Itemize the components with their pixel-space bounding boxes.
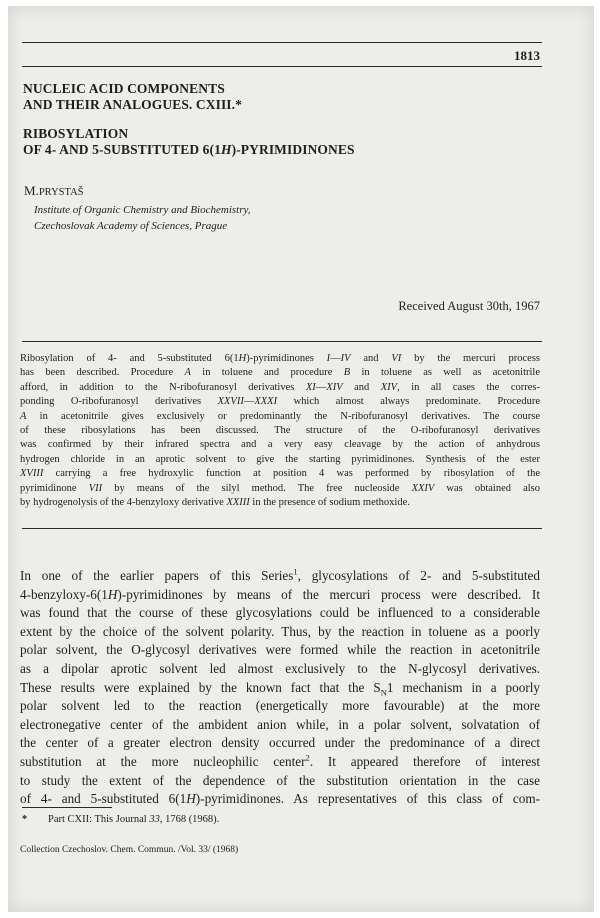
affiliation-line-2: Czechoslovak Academy of Sciences, Prague	[34, 219, 228, 232]
body-line: electronegative center of the ambident anion while, in a polar solvent, solvatation of	[20, 716, 540, 732]
abstract-line: A in acetonitrile gives exclusively or predominantly the N-ribofuranosyl derivatives. The course	[20, 410, 540, 422]
author-surname: PRYSTAŠ	[38, 187, 84, 198]
abstract-line: hydrogen chloride in an aprotic solvent to give the starting pyrimidinones. Synthesis of the ester	[20, 453, 540, 465]
body-text	[20, 567, 540, 809]
footnote-text: Part CXII: This Journal 33, 1768 (1968).	[48, 814, 220, 825]
abstract-line: Ribosylation of 4- and 5-substituted 6(1H)-pyrimidinones I—IV and VI by the mercuri process	[20, 353, 540, 364]
body-line: was found that the course of these glycosylations could be influenced to a considerable	[20, 605, 540, 621]
abstract-bottom-rule	[22, 528, 542, 529]
abstract	[20, 352, 540, 510]
abstract-line: by hydrogenolysis of the 4-benzyloxy derivative XXIII in the presence of sodium methoxide.	[20, 497, 410, 509]
body-line: the center of a greater electron density occurred under the predominance of a direct	[20, 735, 540, 751]
body-line: polar solvent, the O-glycosyl derivatives were formed while the reaction in acetonitrile	[20, 642, 540, 658]
body-line: substitution at the more nucleophilic center$^2$. It appeared therefore of interest	[20, 752, 541, 769]
body-line: 4-benzyloxy-6(1H)-pyrimidinones by means of the mercuri process were described. It	[20, 586, 540, 602]
footnote-rule	[22, 807, 112, 808]
page-number: 1813	[514, 48, 540, 63]
title-line-1: NUCLEIC ACID COMPONENTS	[23, 81, 225, 96]
header-rule-lower	[22, 66, 542, 67]
abstract-line: was confirmed by their infrared spectra and a very easy cleavage by the action of anhydrous	[20, 439, 540, 451]
author-initial: M.	[24, 183, 39, 198]
title-line-3: RIBOSYLATION	[23, 126, 129, 141]
article-subtitle	[23, 126, 543, 158]
abstract-line: of these ribosylations has been discussed. The structure of the O-ribofuranosyl derivatives	[20, 425, 540, 437]
footnote-mark: *	[22, 814, 28, 825]
body-line: In one of the earlier papers of this Series$^1$, glycosylations of 2- and 5-substituted	[20, 566, 540, 583]
author-affiliation	[34, 203, 534, 234]
author-name	[24, 183, 84, 199]
journal-reference: Collection Czechoslov. Chem. Commun. /Vol. 33/ (1968)	[20, 845, 239, 855]
abstract-line: ponding O-ribofuranosyl derivatives XXVII—XXXI which almost always predominate. Procedure	[20, 396, 540, 408]
body-line: These results were explained by the known fact that the $S_N1$ mechanism in a poorly	[20, 679, 540, 698]
header-rule	[22, 42, 542, 43]
article-title	[23, 81, 543, 113]
abstract-line: afford, in addition to the N-ribofuranosyl derivatives XI—XIV and XIV, in all cases the corres-	[20, 381, 540, 393]
journal-page	[8, 6, 594, 912]
abstract-line: pyrimidinone VII by means of the silyl method. The free nucleoside XXIV was obtained also	[20, 482, 541, 494]
affiliation-line-1: Institute of Organic Chemistry and Biochemistry,	[34, 204, 251, 216]
body-line: extent by the choice of the solvent polarity. Thus, by the reaction in toluene as a poorly	[20, 623, 540, 639]
abstract-line: has been described. Procedure A in toluene and procedure B in toluene as well as acetonitrile	[20, 367, 540, 379]
abstract-line: XVIII carrying a free hydroxylic function at position 4 was performed by ribosylation of the	[20, 468, 540, 480]
body-line: as a dipolar aprotic solvent led almost exclusively to the N-glycosyl derivatives.	[20, 660, 540, 676]
title-line-4: OF 4- AND 5-SUBSTITUTED 6(1H)-PYRIMIDINONES	[23, 142, 355, 157]
received-date: Received August 30th, 1967	[398, 299, 540, 313]
footnote	[22, 814, 542, 825]
body-line: to study the extent of the dependence of the substitution orientation in the case	[20, 772, 540, 788]
body-line: of 4- and 5-substituted 6(1H)-pyrimidinones. As representatives of this class of com-	[20, 791, 540, 807]
title-line-2: AND THEIR ANALOGUES. CXIII.*	[23, 97, 242, 112]
body-line: polar solvent led to the reaction (energetically more favourable) at the more	[20, 698, 540, 714]
abstract-top-rule	[22, 341, 542, 342]
